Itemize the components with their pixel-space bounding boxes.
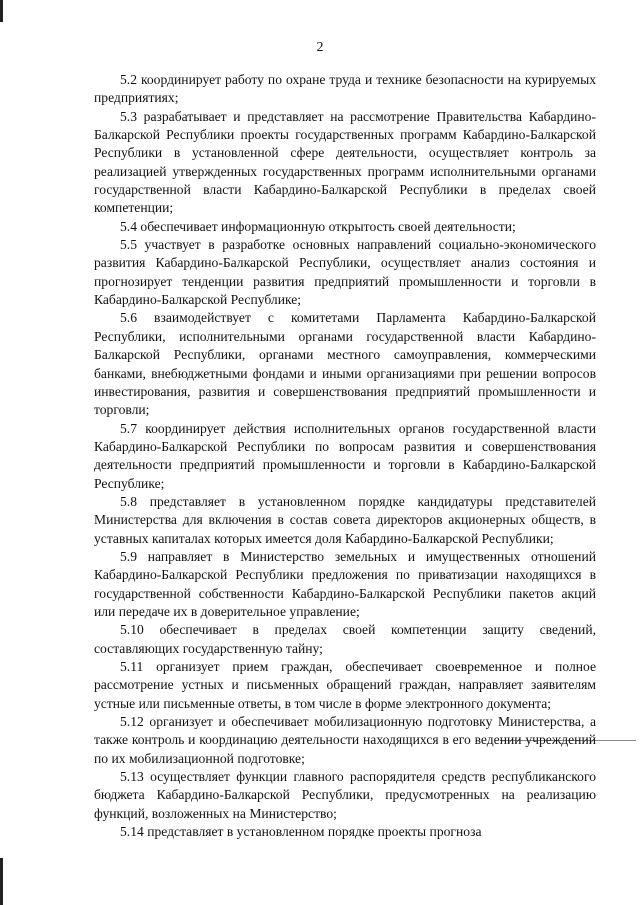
paragraph-5-2: 5.2 координирует работу по охране труда и технике безопасности на курируемых предприятиях; bbox=[94, 72, 596, 106]
paragraph-5-4: 5.4 обеспечивает информационную открытость своей деятельности; bbox=[120, 218, 516, 234]
paragraph-5-14: 5.14 представляет в установленном порядке проекты прогноза bbox=[120, 824, 482, 840]
paragraph-5-5: 5.5 участвует в разработке основных направлений социально-экономического развития Кабардино-Балкарской Республики, осуществляет анализ состояния и прогнозирует тенденции развития предприятий промышленности и торговли в Кабардино-Балкарской Республике; bbox=[94, 237, 596, 308]
paragraph-5-11: 5.11 организует прием граждан, обеспечивает своевременное и полное рассмотрение устных и письменных обращений граждан, направляет заявителям устные или письменные ответы, в том числе в форме электронного документа; bbox=[94, 659, 596, 711]
paragraph-5-12: 5.12 организует и обеспечивает мобилизационную подготовку Министерства, а также контроль и координацию деятельности находящихся в его ведении учреждений по их мобилизационной подготовке; bbox=[94, 714, 596, 766]
paragraph-5-7: 5.7 координирует действия исполнительных органов государственной власти Кабардино-Балкарской Республики по вопросам развития и совершенствования деятельности предприятий промышленности и торговли в Кабардино-Балкарской Республике; bbox=[94, 420, 596, 491]
paragraph-5-13: 5.13 осуществляет функции главного распорядителя средств республиканского бюджета Кабардино-Балкарской Республики, предусмотренных на реализацию функций, возложенных на Министерство; bbox=[94, 769, 596, 821]
paragraph-5-6: 5.6 взаимодействует с комитетами Парламента Кабардино-Балкарской Республики, исполнительными органами государственной власти Кабардино-Балкарской Республики, органами местного самоуправления, коммерческими банками, внебюджетными фондами и иными организациями при решении вопросов инвестирования, развития и совершенствования предприятий промышленности и торговли; bbox=[94, 310, 596, 418]
paragraph-5-8: 5.8 представляет в установленном порядке кандидатуры представителей Министерства для включения в состав совета директоров акционерных обществ, в уставных капиталах которых имеется доля Кабардино-Балкарской Республики; bbox=[94, 493, 596, 546]
page-number: 2 bbox=[316, 40, 324, 55]
paragraph-5-10: 5.10 обеспечивает в пределах своей компетенции защиту сведений, составляющих государственную тайну; bbox=[94, 622, 596, 656]
scan-edge-mark-top bbox=[0, 0, 3, 22]
scan-edge-mark-bottom bbox=[0, 858, 3, 905]
document-body bbox=[94, 71, 596, 841]
paragraph-5-3: 5.3 разрабатывает и представляет на рассмотрение Правительства Кабардино-Балкарской Республики проекты государственных программ Кабардино-Балкарской Республики в установленной сфере деятельности, осуществляет контроль за реализацией утвержденных государственных программ исполнительными органами государственной власти Кабардино-Балкарской Республики в пределах своей компетенции; bbox=[94, 108, 596, 216]
paragraph-5-9: 5.9 направляет в Министерство земельных и имущественных отношений Кабардино-Балкарской Республики предложения по приватизации находящихся в государственной собственности Кабардино-Балкарской Республики пакетов акций или передаче их в доверительное управление; bbox=[94, 548, 596, 619]
